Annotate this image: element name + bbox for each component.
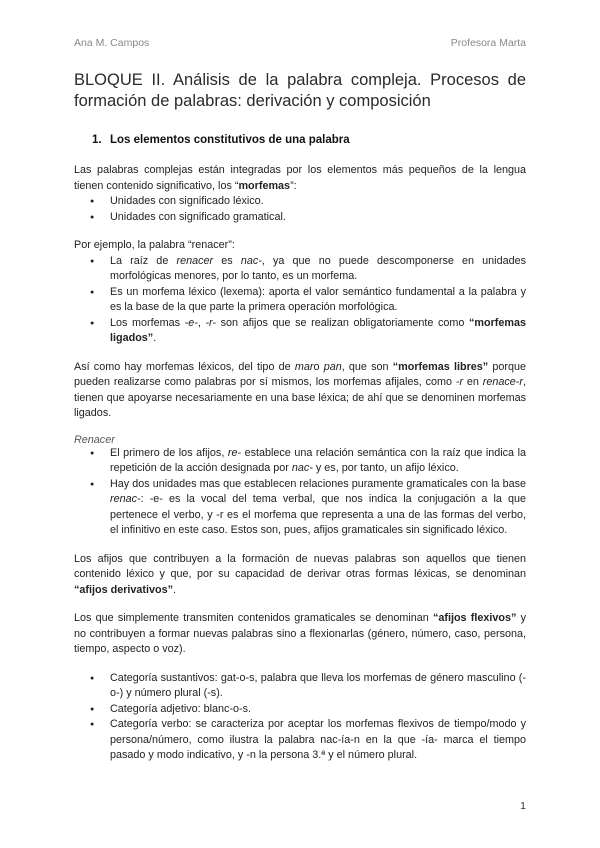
list-renacer-affixes [74,446,526,539]
paragraph-intro: Las palabras complejas están integradas por los elementos más pequeños de la lengua tienen contenido significativo, los “morfemas”: [74,164,526,192]
list-item: ● Es un morfema léxico (lexema): aporta el valor semántico fundamental a la palabra y es la base de la que parte la primera operación morfológica. [110,285,526,316]
header-author: Ana M. Campos [74,37,150,49]
page-number: 1 [520,800,526,812]
paragraph-free-morphemes: Así como hay morfemas léxicos, del tipo de maro pan, que son “morfemas libres” porque pueden realizarse como palabras por sí mismos, los morfemas afijales, como -r en renace-r, tienen que apoyarse necesariamente en una base léxica; de ahí que se denominen morfemas ligados. [74,360,527,419]
subheading-renacer: Renacer [74,433,115,446]
section-label: Los elementos constitutivos de una palabra [110,134,350,146]
list-item: ● Categoría adjetivo: blanc-o-s. [110,702,526,718]
list-item: ● Los morfemas -e-, -r- son afijos que se realizan obligatoriamente como “morfemas ligados”. [110,316,526,347]
list-item: ● Categoría verbo: se caracteriza por aceptar los morfemas flexivos de tiempo/modo y persona/número, como ilustra la palabra nac-ía-n en la que -ía- marca el tiempo pasado y modo indicativo, y -n la persona 3.ª y el número plural. [110,717,526,764]
list-item: ● Unidades con significado léxico. [110,194,526,210]
document-body [74,70,526,764]
section-number: 1. [92,134,102,146]
paragraph-example: Por ejemplo, la palabra “renacer”: [74,239,235,251]
list-categories [74,671,526,764]
list-item: ● La raíz de renacer es nac-, ya que no puede descomponerse en unidades morfológicas menores, por lo tanto, es un morfema. [110,254,526,285]
list-item: ● Hay dos unidades mas que establecen relaciones puramente gramaticales con la base renac-: -e- es la vocal del tema verbal, que nos indica la conjugación a la que pertenece el verbo, y -r es el morfema que representa a una de las formas del verbo, el infinitivo en este caso. Estos son, pues, afijos gramaticales sin significado léxico. [110,477,526,539]
paragraph-inflectional-affixes: Los que simplemente transmiten contenidos gramaticales se denominan “afijos flexivos” y no contribuyen a formar nuevas palabras sino a flexionarlas (género, número, caso, persona, tiempo, aspecto o voz). [74,612,526,655]
paragraph-derivative-affixes: Los afijos que contribuyen a la formación de nuevas palabras son aquellos que tienen contenido léxico y que, por su capacidad de derivar otras formas léxicas, se denominan “afijos derivativos”. [74,552,526,596]
page-title: BLOQUE II. Análisis de la palabra compleja. Procesos de formación de palabras: derivación y composición [74,71,526,110]
header-teacher: Profesora Marta [450,37,526,49]
section-heading [92,134,526,146]
list-morpheme-types [74,194,526,225]
list-item: ● El primero de los afijos, re- establece una relación semántica con la raíz que indica la repetición de la acción designada por nac- y es, por tanto, un afijo léxico. [110,446,526,477]
list-renacer-analysis [74,254,526,347]
list-item: ● Categoría sustantivos: gat-o-s, palabra que lleva los morfemas de género masculino (-o-) y número plural (-s). [110,671,526,702]
list-item: ● Unidades con significado gramatical. [110,210,526,226]
